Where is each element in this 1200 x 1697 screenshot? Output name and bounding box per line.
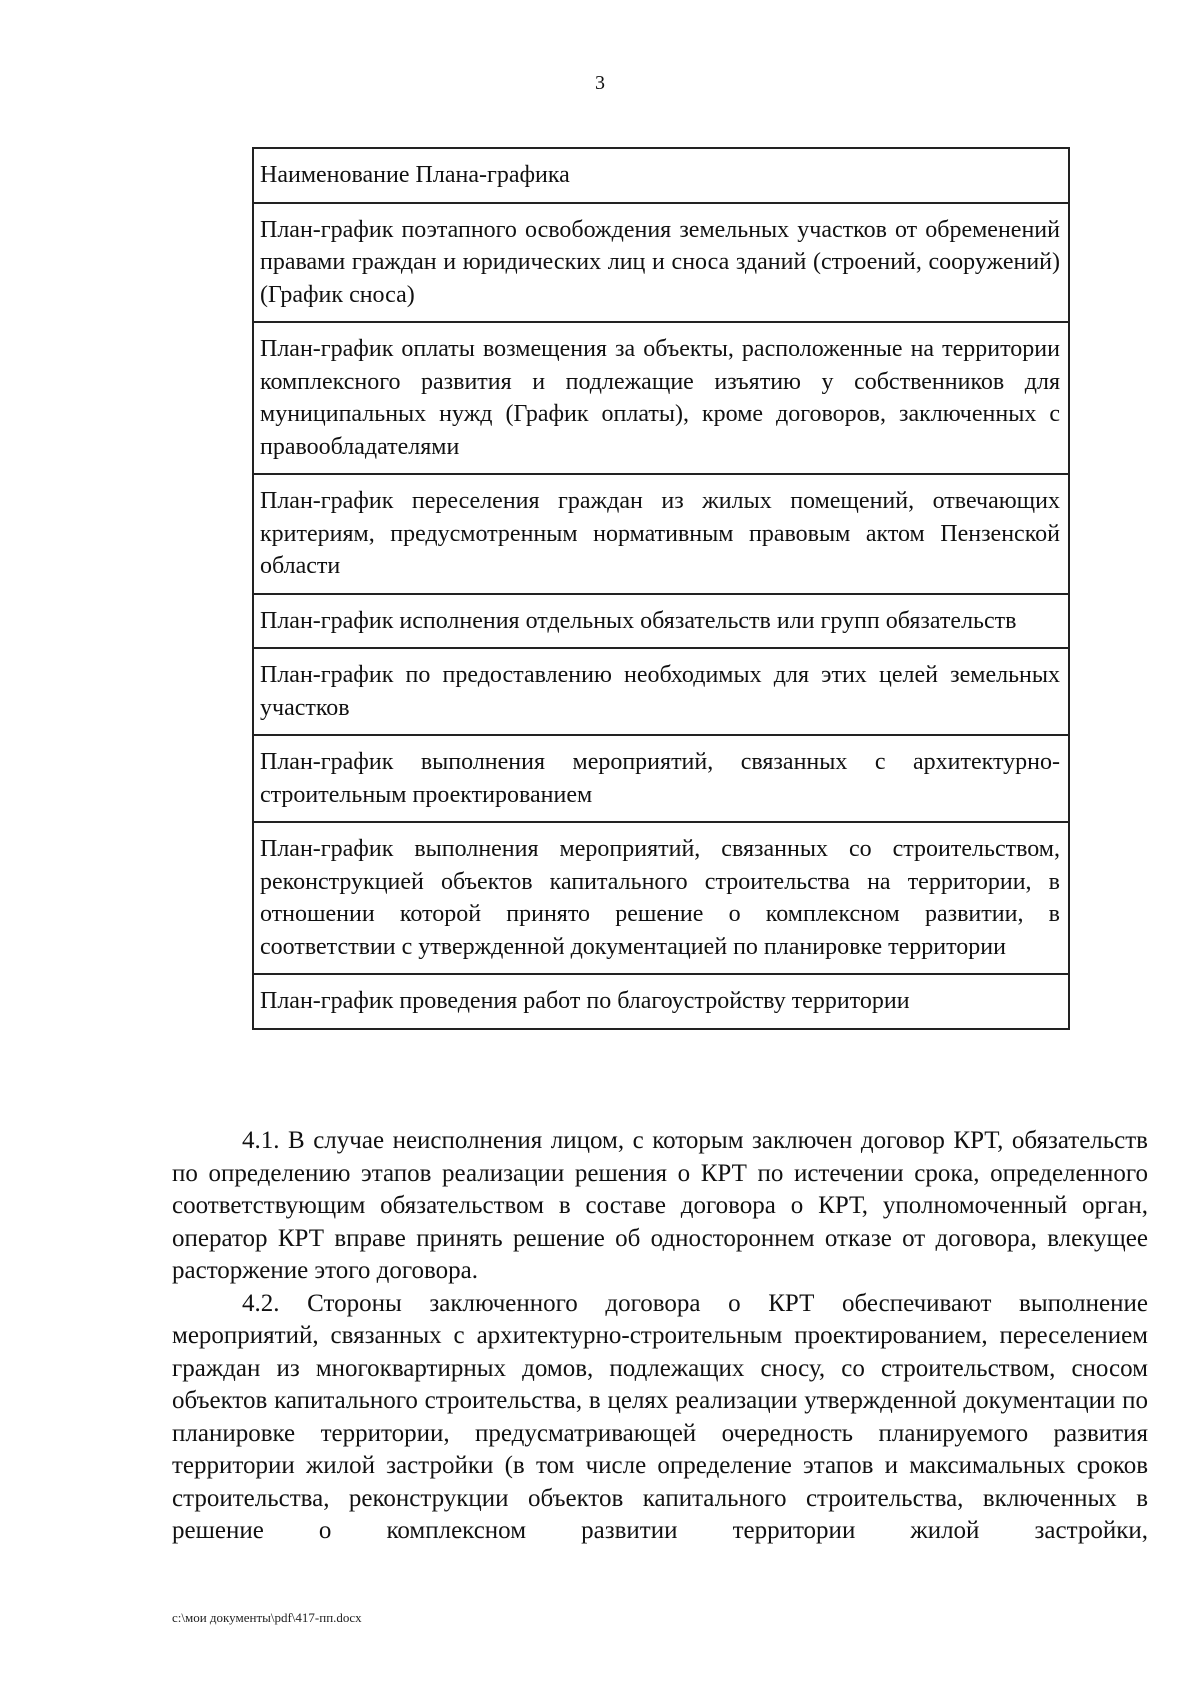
table-cell: План-график оплаты возмещения за объекты, расположенные на территории комплексного развития и подлежащие изъятию у собственников для муниципальных нужд (График оплаты), кроме договоров, заключенных с правообладателями <box>253 322 1069 474</box>
table-cell: План-график выполнения мероприятий, связанных со строительством, реконструкцией объектов капитального строительства на территории, в отношении которой принято решение о комплексном развитии, в соответствии с утвержденной документацией по планировке территории <box>253 822 1069 974</box>
table-row <box>253 594 1069 649</box>
footer-file-path: c:\мои документы\pdf\417-пп.docx <box>172 1610 362 1625</box>
table-cell: План-график по предоставлению необходимых для этих целей земельных участков <box>253 648 1069 735</box>
table-cell-header: Наименование Плана-графика <box>253 148 1069 203</box>
table-row <box>253 974 1069 1029</box>
paragraph-4-1: 4.1. В случае неисполнения лицом, с которым заключен договор КРТ, обязательств по определению этапов реализации решения о КРТ по истечении срока, определенного соответствующим обязательством в составе договора о КРТ, уполномоченный орган, оператор КРТ вправе принять решение об одностороннем отказе от договора, влекущее расторжение этого договора. <box>172 1127 1148 1284</box>
body-text <box>172 1125 1148 1548</box>
table-cell: План-график исполнения отдельных обязательств или групп обязательств <box>253 594 1069 649</box>
table-cell: План-график поэтапного освобождения земельных участков от обременений правами граждан и юридических лиц и сноса зданий (строений, сооружений) (График сноса) <box>253 203 1069 323</box>
table-cell: План-график выполнения мероприятий, связанных с архитектурно-строительным проектированием <box>253 735 1069 822</box>
table-row <box>253 735 1069 822</box>
table-row <box>253 648 1069 735</box>
table-row <box>253 822 1069 974</box>
table-row <box>253 203 1069 323</box>
table-row <box>253 322 1069 474</box>
page-number: 3 <box>595 72 605 94</box>
table-row <box>253 474 1069 594</box>
table-cell: План-график переселения граждан из жилых помещений, отвечающих критериям, предусмотренным нормативным правовым актом Пензенской области <box>253 474 1069 594</box>
plan-schedule-table <box>252 147 1070 1030</box>
table-cell: План-график проведения работ по благоустройству территории <box>253 974 1069 1029</box>
table-row <box>253 148 1069 203</box>
paragraph-4-2: 4.2. Стороны заключенного договора о КРТ обеспечивают выполнение мероприятий, связанных с архитектурно-строительным проектированием, переселением граждан из многоквартирных домов, подлежащих сносу, со строительством, сносом объектов капитального строительства, в целях реализации утвержденной документации по планировке территории, предусматривающей очередность планируемого развития территории жилой застройки (в том числе определение этапов и максимальных сроков строительства, реконструкции объектов капитального строительства, включенных в решение о комплексном развитии территории жилой застройки, <box>172 1289 1148 1544</box>
